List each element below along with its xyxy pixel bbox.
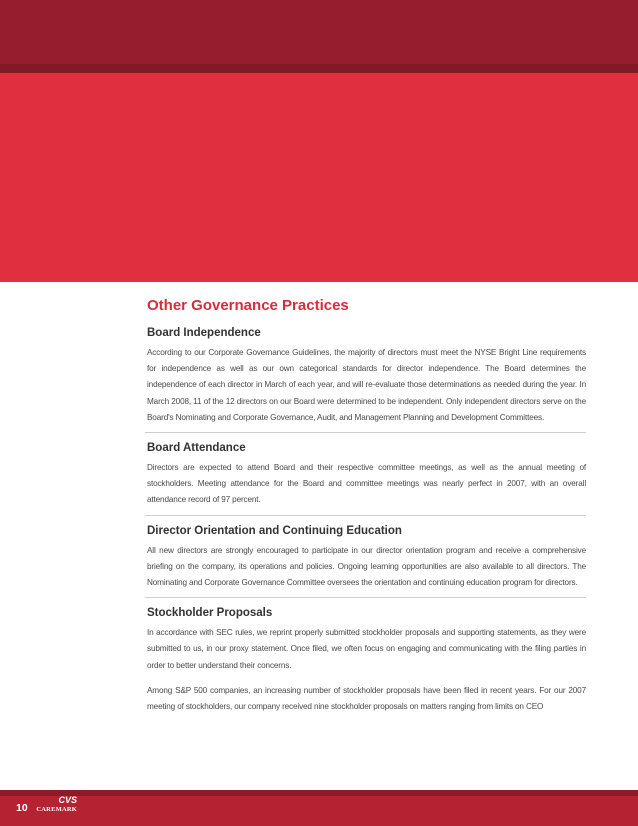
section-divider xyxy=(145,515,586,516)
section-heading: Stockholder Proposals xyxy=(147,607,273,620)
section-director-orientation xyxy=(147,523,586,592)
logo-mark-text: CVS xyxy=(58,795,77,805)
page-number: 10 xyxy=(16,802,28,814)
header-band-dark xyxy=(0,0,638,64)
section-stockholder-proposals xyxy=(147,605,586,715)
header-band-shadow xyxy=(0,64,638,73)
section-board-independence xyxy=(147,325,586,426)
section-heading: Board Independence xyxy=(147,327,261,339)
footer-band-shadow xyxy=(0,790,638,796)
section-paragraph: All new directors are strongly encouraged to participate in our director orientation program and receive a comprehensive briefing on the company, its operations and policies. Ongoing learning opportunities are also available to all directors. The Nominating and Corporate Governance Committee oversees the orientation and continuing education program for directors. xyxy=(147,545,586,588)
header-band-red xyxy=(0,73,638,282)
section-paragraph: In accordance with SEC rules, we reprint properly submitted stockholder proposals and supporting statements, as they were submitted to us, in our proxy statement. Once filed, we often focus on engaging and communicating with the filing parties in order to better understand their concerns. xyxy=(147,628,586,670)
section-board-attendance xyxy=(147,440,586,509)
section-heading: Director Orientation and Continuing Education xyxy=(147,524,402,537)
cvs-caremark-logo xyxy=(35,795,77,819)
section-paragraph: According to our Corporate Governance Guidelines, the majority of directors must meet the NYSE Bright Line requirements for independence as well as our own categorical standards for director independence. The Board determines the independence of each director in March of each year, and will re-evaluate those determinations as needed during the year. In March 2008, 11 of the 12 directors on our Board were determined to be independent. Only independent directors serve on the Board's Nominating and Corporate Governance, Audit, and Management Planning and Development Committees. xyxy=(147,348,586,422)
page-title: Other Governance Practices xyxy=(147,297,349,314)
section-paragraph: Directors are expected to attend Board and their respective committee meetings, as well as the annual meeting of stockholders. Meeting attendance for the Board and committee meetings was nearly perfect in 2007, with an overall attendance record of 97 percent. xyxy=(147,463,586,505)
section-heading: Board Attendance xyxy=(147,442,246,455)
logo-word-text: CAREMARK xyxy=(36,806,77,813)
section-divider xyxy=(145,432,586,433)
section-paragraph: Among S&P 500 companies, an increasing number of stockholder proposals have been filed in recent years. For our 2007 meeting of stockholders, our company received nine stockholder proposals on matters ranging from limits on CEO xyxy=(147,685,586,712)
main-content xyxy=(147,296,586,715)
section-divider xyxy=(145,597,586,598)
